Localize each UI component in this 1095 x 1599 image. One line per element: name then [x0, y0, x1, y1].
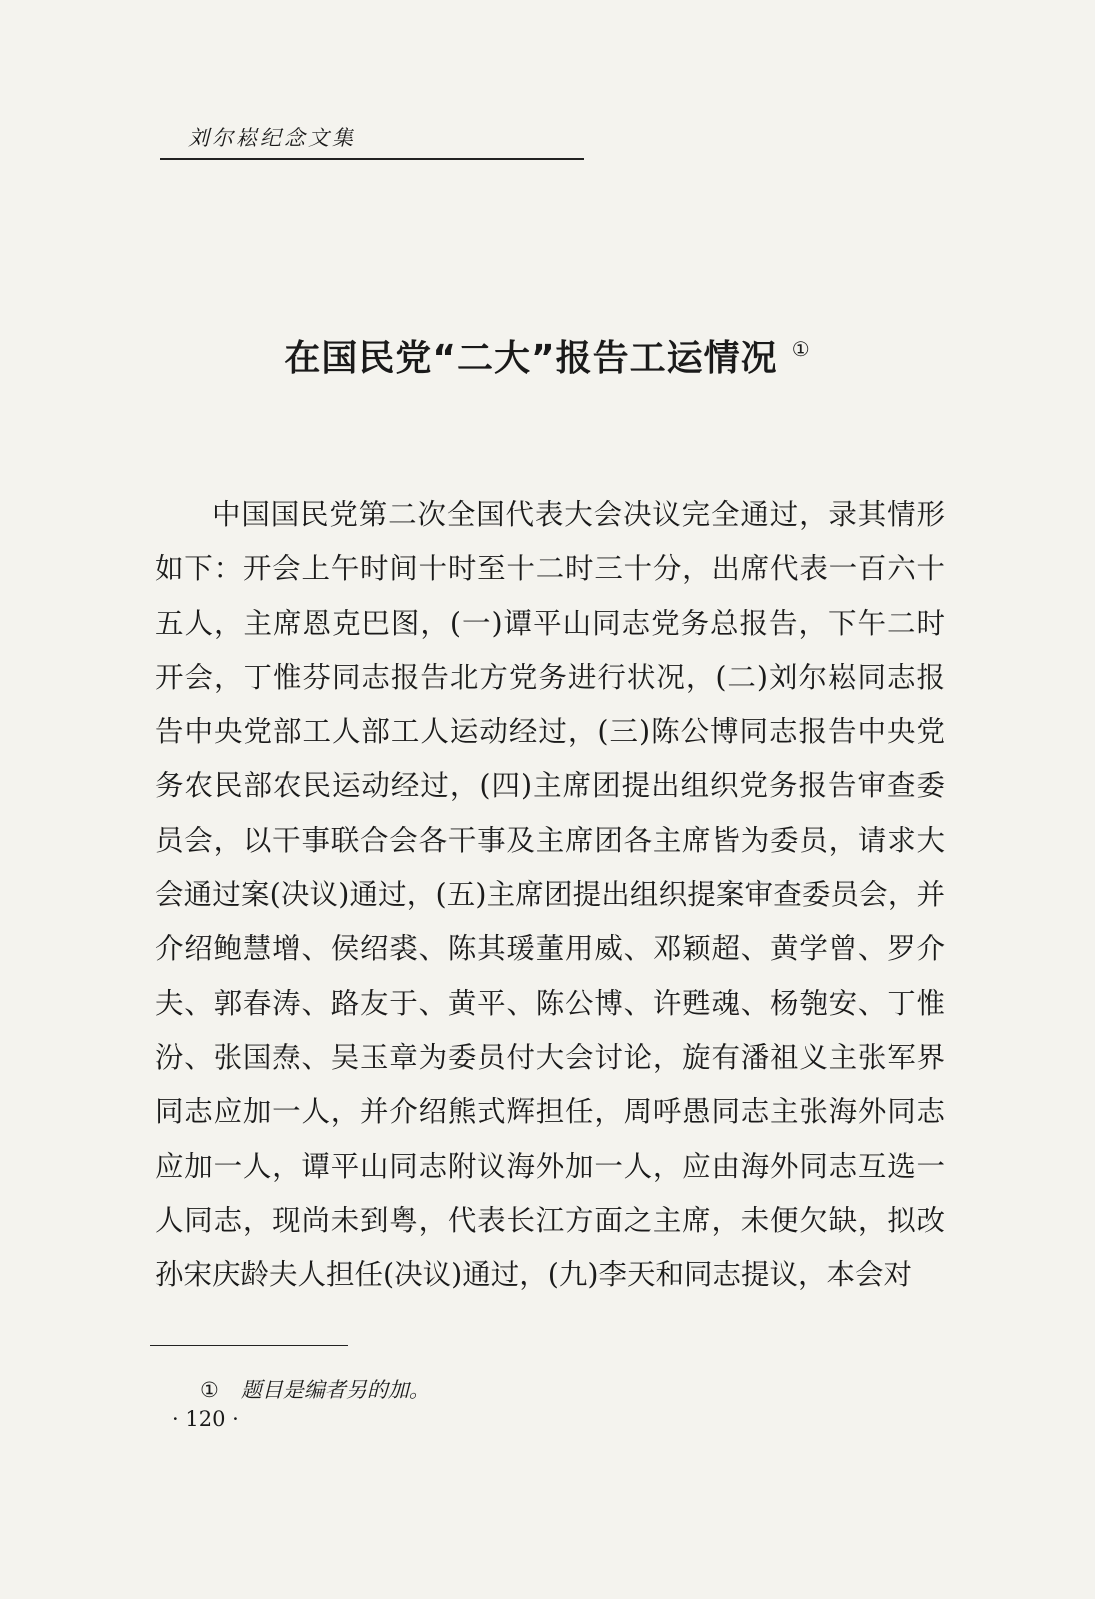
- footnote: [200, 1374, 430, 1404]
- article-title: [0, 330, 1095, 381]
- footnote-mark: ①: [200, 1378, 219, 1402]
- page-number: · 120 ·: [172, 1407, 239, 1431]
- footnote-divider: [150, 1345, 348, 1346]
- article-body: 中国国民党第二次全国代表大会决议完全通过，录其情形如下：开会上午时间十时至十二时三十分，出席代表一百六十五人，主席恩克巴图，(一)谭平山同志党务总报告，下午二时开会，丁惟芬同志报告北方党务进行状况，(二)刘尔崧同志报告中央党部工人部工人运动经过，(三)陈公博同志报告中央党务农民部农民运动经过，(四)主席团提出组织党务报告审查委员会，以干事联合会各干事及主席团各主席皆为委员，请求大会通过案(决议)通过，(五)主席团提出组织提案审查委员会，并介绍鲍慧增、侯绍裘、陈其瑗董用威、邓颖超、黄学曾、罗介夫、郭春涛、路友于、黄平、陈公博、许甦魂、杨匏安、丁惟汾、张国焘、吴玉章为委员付大会讨论，旋有潘祖义主张军界同志应加一人，并介绍熊式辉担任，周呼愚同志主张海外同志应加一人，谭平山同志附议海外加一人，应由海外同志互选一人同志，现尚未到粤，代表长江方面之主席，未便欠缺，拟改孙宋庆龄夫人担任(决议)通过，(九)李天和同志提议，本会对: [155, 498, 945, 1292]
- header-divider: [160, 158, 584, 160]
- running-header: 刘尔崧纪念文集: [188, 126, 356, 150]
- title-footnote-mark: ①: [791, 337, 811, 361]
- article-title-text: 在国民党“二大”报告工运情况: [284, 338, 778, 379]
- footnote-text: 题目是编者另的加。: [240, 1378, 430, 1402]
